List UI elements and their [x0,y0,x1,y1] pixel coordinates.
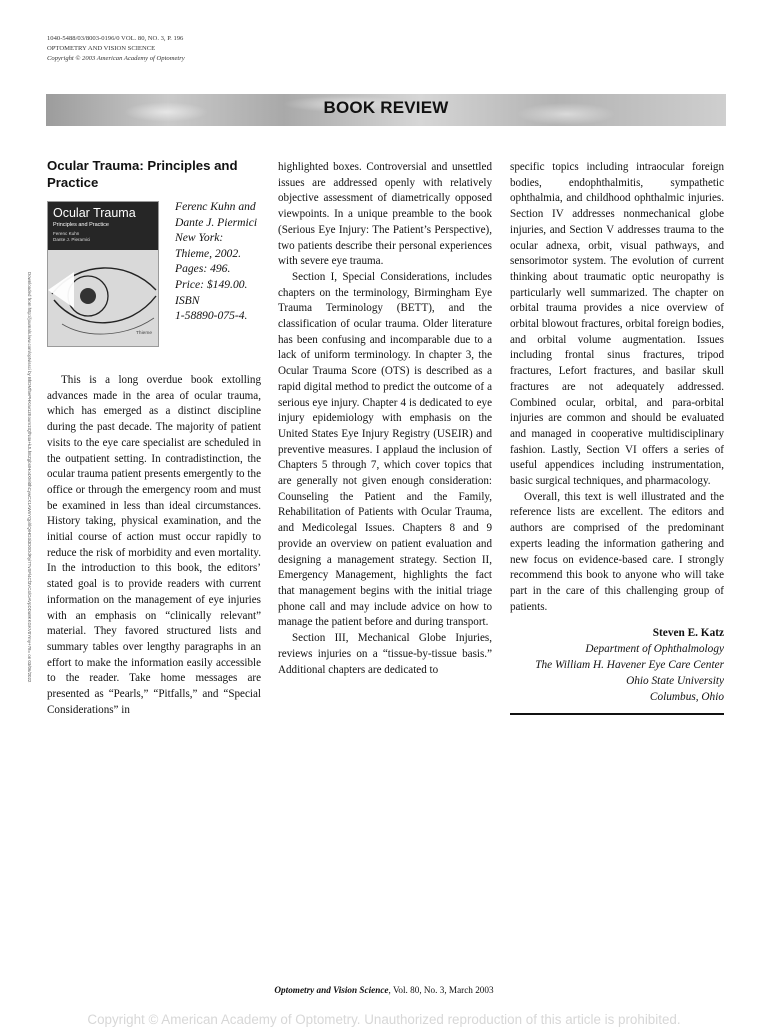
reviewer-name: Steven E. Katz [652,627,724,640]
cover-title: Ocular Trauma [53,206,136,220]
book-info-line: New York: [175,231,224,245]
column-2 [278,160,492,678]
section-banner [46,94,726,126]
cover-editor-2: Dante J. Pieramici [53,236,91,242]
book-cover-image [47,201,159,347]
reviewer-city: Columbus, Ohio [649,691,724,704]
footer-journal: Optometry and Vision Science [274,985,389,995]
cover-subtitle: Principles and Practice [53,222,109,228]
body-paragraph: specific topics including intraocular foreign bodies, endophthalmitis, sympathetic ophthalmia, and childhood ophthalmic injuries. Section IV addresses nonmechanical globe injuries, and Section V addresses trauma to the ocular adnexa, orbit, visual pathways, and sensorimotor system. The evolution of current thinking about traumatic optic neuropathy is particularly well summarized. The chapter on orbital trauma provides a nice overview of orbital blowout fractures, orbital foreign bodies, and orbital volume augmentation. Issues including frontal sinus fractures, tripod fractures, Lefort fractures, and basilar skull fractures are not adequately addressed. Combined ocular, orbital, and para-orbital injuries are common and should be evaluated and managed in cooperative multidisciplinary fashion. Lastly, Section VI offers a series of useful appendices including instrumentation, basic surgical techniques, and pharmacology. [510,161,724,488]
book-info-line: Dante J. Piermici [175,215,258,229]
reviewer-signature [510,625,724,705]
book-info [175,199,271,324]
body-paragraph: Overall, this text is well illustrated and the reference lists are excellent. The editors and authors are comprised of the predominant experts leading the information gathering and new focus on evidence-based care. I strongly recommend this book to anyone who will take part in the care of this challenging group of patients. [510,490,724,613]
reviewer-university: Ohio State University [626,675,724,688]
book-info-line: 1-58890-075-4. [175,309,248,323]
book-block [47,201,261,359]
download-note [22,272,34,772]
cover-editors [53,231,153,242]
body-paragraph: Section III, Mechanical Globe Injuries, reviews injuries on a “tissue-by-tissue basis.” Additional chapters are dedicated to [278,632,492,676]
download-note-text: Downloaded from http://journals.lww.com/optvissci by BhDMf5ePHKav1zEoum1tQfN4a+kJLhEZgbsIHo4XMi0hCywCX1AWnYQp/IlQrHD3i3D0OdRyi7TvSFl4Cf3VC4/OAVpDDa8KKGKV0Ymy+78= on 03/06/2022 [27,272,32,683]
header-line-1: 1040-5488/03/8003-0196/0 VOL. 80, NO. 3, P. 196 [47,35,184,42]
book-info-line: ISBN [175,293,200,307]
header-meta [47,34,185,64]
reviewer-department: Department of Ophthalmology [585,643,724,656]
header-line-3: Copyright © 2003 American Academy of Optometry [47,55,185,62]
body-paragraph: highlighted boxes. Controversial and unsettled issues are addressed openly with relatively objective assessment of diametrically opposed viewpoints. In a unique preamble to the book (Serious Eye Injury: The Patient’s Perspective), two patients describe their personal experiences with severe eye trauma. [278,161,492,268]
book-info-line: Thieme, 2002. [175,246,242,260]
reviewer-center: The William H. Havener Eye Care Center [535,659,724,672]
cover-editor-1: Ferenc Kuhn [53,231,80,236]
book-info-line: Ferenc Kuhn and [175,200,256,213]
column-3 [510,160,724,715]
header-line-2: OPTOMETRY AND VISION SCIENCE [47,45,156,52]
body-paragraph: Section I, Special Considerations, includes chapters on the terminology, Birmingham Eye Trauma Terminology (BETT), and the classification of ocular trauma. Older literature has been confusing and incomparable due to a lack of uniform terminology. In chapter 3, the Ocular Trauma Score (OTS) is described as a rapid digital method to predict the outcome of a serious eye injury. Chapter 4 is dedicated to eye injury epidemiology with emphasis on the United States Eye Injury Registry (USEIR) and preventive measures. I applaud the inclusion of Chapters 5 through 7, which cover topics that are generally not given enough consideration: Counseling the Patient and the Family, Rehabilitation of Patients with Ocular Trauma, and Medicolegal Issues. Chapters 8 and 9 provide an overview on patient evaluation and designing a management strategy. Section II, Emergency Management, highlights the fact that management begins with the initial triage phone call and may include advice on how to manage the patient before and during transport. [278,270,492,629]
page-footer [0,985,768,995]
section-title: BOOK REVIEW [323,98,449,117]
book-info-line: Pages: 496. [175,262,231,276]
body-paragraph: This is a long overdue book extolling advances made in the area of ocular trauma, which has emerged as a distinct discipline during the past decade. The majority of patient visits to the eye care specialist are scheduled in the outpatient setting. In contradistinction, the ocular trauma patient presents emergently to the office or through the emergency room and must be examined in less than ideal circumstances. History taking, physical examination, and the initial course of action must occur rapidly to reduce the risk of morbidity and even mortality. In the introduction to this book, the editors’ stated goal is to provide readers with current information on the management of eye injuries with an emphasis on “clinically relevant” material. They favored structured lists and summary tables over lengthy paragraphs in an effort to make the information easily accessible to the reader. Take home messages are presented as “Pearls,” “Pitfalls,” and “Special Considerations” in [47,374,261,716]
end-rule [510,713,724,715]
review-title: Ocular Trauma: Principles and Practice [47,158,238,190]
book-info-line: Price: $149.00. [175,277,248,291]
copyright-watermark: Copyright © American Academy of Optometry. Unauthorized reproduction of this article is prohibited. [87,1012,681,1027]
footer-citation: , Vol. 80, No. 3, March 2003 [388,985,494,995]
column-1 [47,158,261,718]
cover-publisher: Thieme [136,331,152,337]
